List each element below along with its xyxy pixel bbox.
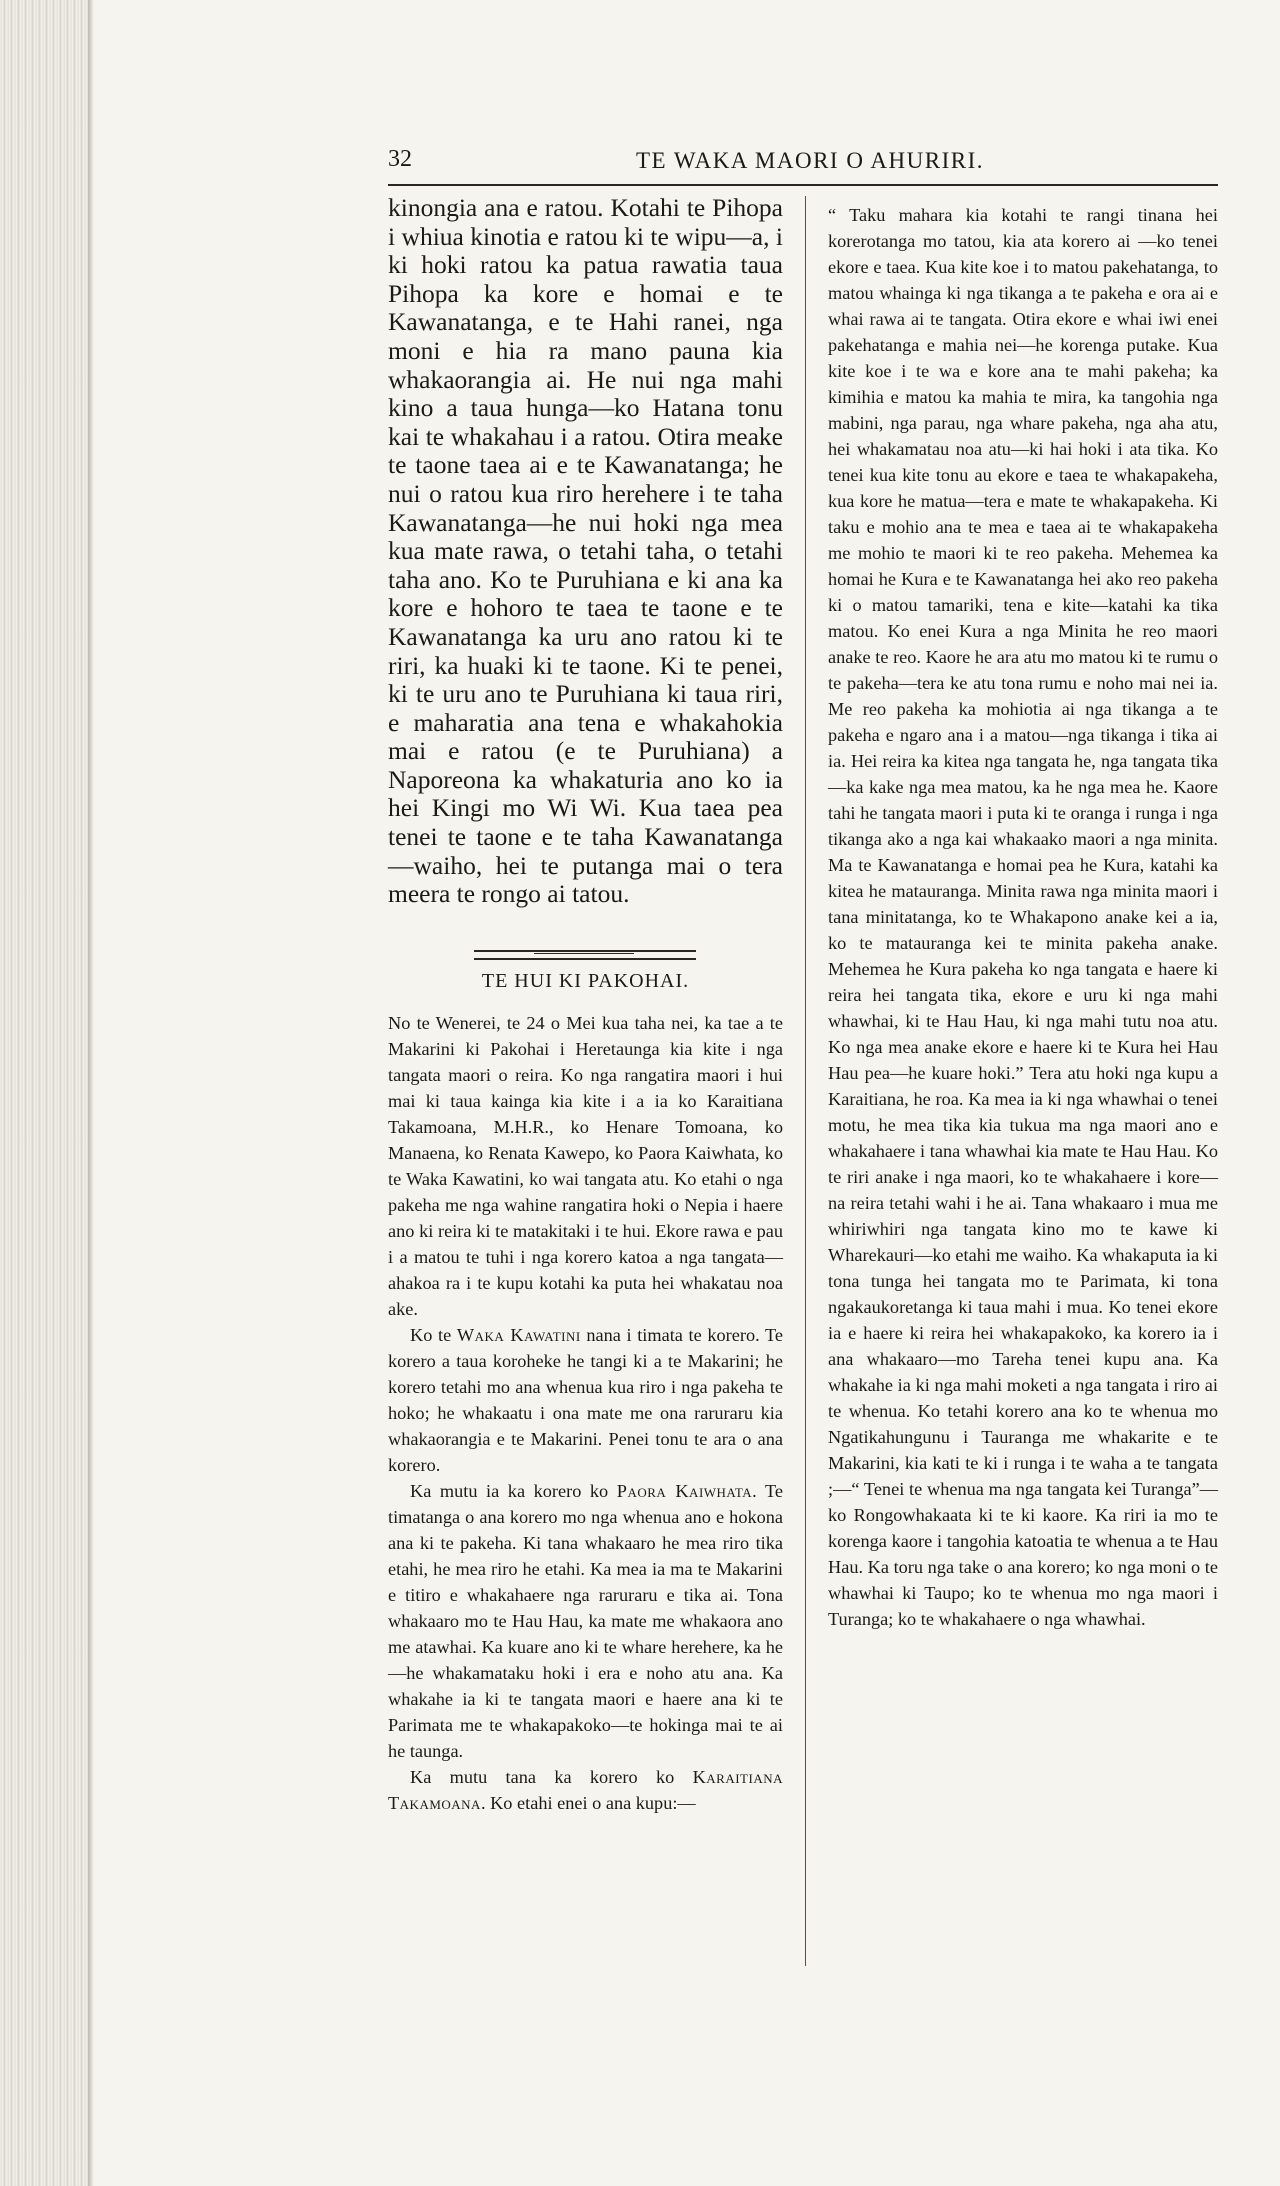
speaker-name-karaitiana: Karaitiana Takamoana — [388, 1767, 783, 1813]
speaker-name-waka-kawatini: Waka Kawatini — [456, 1325, 581, 1345]
article-paragraph-3 — [388, 1478, 783, 1764]
section-ornament-rule — [474, 950, 696, 960]
article-paragraph-2 — [388, 1322, 783, 1478]
binding-gutter — [0, 0, 90, 2186]
page-header — [388, 140, 1018, 180]
column-divider — [805, 196, 806, 1966]
binding-shadow — [88, 0, 94, 2186]
right-column-body: “ Taku mahara kia kotahi te rangi tinana hei korerotanga mo tatou, kia ata korero ai —ko tenei ekore e taea. Kua kite koe i to matou pakehatanga, to matou whainga ki nga tikanga a te pakeha e ora ai e whai rawa ai te tangata. Otira ekore e whai iwi enei pakehatanga e mahia nei—he korenga putake. Kua kite koe i te wa e kore ana te mahi pakeha; ka kimihia e matou ka mahia te mira, ka tangohia nga mabini, nga parau, nga whare pakeha, nga aha atu, hei whakamatau noa atu—ki hai hoki i ata tika. Ko tenei kua kite tonu au ekore e taea te whakapakeha, kua kore he matua—tera e mate te whakapakeha. Ki taku e mohio ana te mea e taea ai te whakapakeha me mohio te maori ki te reo pakeha. Mehemea ka homai he Kura e te Kawanatanga hei ako reo pakeha ki o matou tamariki, tena e kite—katahi ka tika matou. Ko enei Kura a nga Minita he reo maori anake te reo. Kaore he ara atu mo matou ki te rumu o te pakeha—tera ke atu tona rumu e noho mai nei ia. Me reo pakeha ka mohiotia ai nga tikanga a te pakeha e ngaro ana i a matou—nga tikanga i tika ai ia. Hei reira ka kitea nga tangata he, nga tangata tika—ka kake nga mea matou, ka he nga mea he. Kaore tahi he tangata maori i puta ki te oranga i runga i nga tikanga ako a nga kai whakaako maori a nga minita. Ma te Kawanatanga e homai pea he Kura, katahi ka kitea he matauranga. Minita rawa nga minita maori i tana minitatanga, ko te Whakapono anake kei a ia, ko te matauranga kei te minita pakeha anake. Mehemea he Kura pakeha ko nga tangata e haere ki reira hei tangata tika, ekore e uru ki nga mahi whawhai, ki te Hau Hau, ki nga mahi tutu noa atu. Ko nga mea anake ekore e haere ki te Kura hei Hau Hau pea—he kuare hoki.” Tera atu hoki nga kupu a Karaitiana, he roa. Ka mea ia ki nga whawhai o tenei motu, he mea tika kia tukua ma nga maori ano e whakahaere i tana whawhai kia mate te Hau Hau. Ko te riri anake i nga maori, ko te whakahaere i kore—na reira tetahi wahi i he ai. Tana whakaaro i mua me whiriwhiri nga tangata kino mo te kawe ki Wharekauri—ko etahi me waiho. Ka whakaputa ia ki tona tunga hei tangata mo te Parimata, ki tona ngakaukoretanga ki taua mahi i mua. Ko tenei ekore ia e haere ki reira hei whakapakoko, ka korero ia i ana whakaaro—mo Tareha tenei kupu ana. Ka whakahe ia ki nga mahi moketi a nga tangata i riro ai te whenua. Ko tetahi korero ana ko te whenua mo Ngatikahungunu i Tauranga me whakarite e te Makarini, kia kati te ki i runga i te waha a te tangata ;—“ Tenei te whenua ma nga tangata kei Turanga”—ko Rongowhakaata ki te ki kaore. Ka riri ia mo te korenga kaore i tangohia katoatia te whenua a te Hau Hau. Ka toru nga take o ana korero; ko nga moni o te whawhai ki Taupo; ko te whenua mo nga maori i Turanga; ko te whakahaere o nga whawhai. — [828, 205, 1218, 1629]
article-paragraph-4 — [388, 1764, 783, 1816]
left-column-lower — [388, 1010, 783, 1816]
section-title: TE HUI KI PAKOHAI. — [481, 970, 690, 992]
running-title: TE WAKA MAORI O AHURIRI. — [636, 148, 984, 173]
page-number: 32 — [388, 146, 412, 172]
paragraph-2-rest: nana i timata te korero. Te korero a taua koroheke he tangi ki a te Makarini; he korero tetahi mo ana whenua kua riro i nga pakeha te hoko; he whakaatu i ona mate me ona raruraru kia whakaorangia e te Makarini. Penei tonu te ara o ana korero. — [388, 1325, 783, 1475]
paragraph-3-lead: Ka mutu ia ka korero ko — [410, 1481, 617, 1501]
header-rule — [388, 184, 1218, 186]
paragraph-3-rest: . Te timatanga o ana korero mo nga whenua ano e hokona ana ki te pakeha. Ki tana whakaaro he mea riro tika etahi, he mea riro he etahi. Ka mea ia ma te Makarini e titiro e whakahaere nga raruraru e tika ai. Tona whakaaro mo te Hau Hau, ka mate me whakaora ano me atawhai. Ka kuare ano ki te whare herehere, ka he—he whakamataku hoki i era e noho atu ana. Ka whakahe ia ki te tangata maori e haere ana ki te Parimata me te whakapakoko—te hokinga mai te ai he taunga. — [388, 1481, 783, 1761]
speaker-name-paora-kaiwhata: Paora Kaiwhata — [616, 1481, 753, 1501]
right-column — [828, 202, 1218, 1632]
paragraph-4-rest: . Ko etahi enei o ana kupu:— — [480, 1793, 696, 1813]
article-paragraph-1: No te Wenerei, te 24 o Mei kua taha nei, ka tae a te Makarini ki Pakohai i Heretaunga kia kite i nga tangata maori o reira. Ko nga rangatira maori i hui mai ki taua kainga kia kite i a ia ko Karaitiana Takamoana, M.H.R., ko Henare Tomoana, ko Manaena, ko Renata Kawepo, ko Paora Kaiwhata, ko te Waka Kawatini, ko wai tangata atu. Ko etahi o nga pakeha me nga wahine rangatira hoki o Nepia i haere ano ki reira ki te matakitaki i te hui. Ekore rawa e pau i a matou te tuhi i nga korero katoa a nga tangata—ahakoa ra i te kupu kotahi ka puta hei whakatau noa ake. — [388, 1013, 783, 1319]
paragraph-4-lead: Ka mutu tana ka korero ko — [410, 1767, 693, 1787]
paragraph-2-lead: Ko te — [410, 1325, 457, 1345]
left-column — [388, 194, 783, 909]
left-column-body: kinongia ana e ratou. Kotahi te Pihopa i whiua kinotia e ratou ki te wipu—a, i ki hoki ratou ka patua rawatia taua Pihopa ka kore e homai e te Kawanatanga, e te Hahi ranei, nga moni e hia ra mano pauna kia whakaorangia ai. He nui nga mahi kino a taua hunga—ko Hatana tonu kai te whakahau i a ratou. Otira meake te taone taea ai e te Kawanatanga; he nui o ratou kua riro herehere i te taha Kawanatanga—he nui hoki nga mea kua mate rawa, o tetahi taha, o tetahi taha ano. Ko te Puruhiana e ki ana ka kore e hohoro te taea te taone e te Kawanatanga ka uru ano ratou ki te riri, ka huaki ki te taone. Ki te penei, ki te uru ano te Puruhiana ki taua riri, e maharatia ana tena e whakahokia mai e ratou (e te Puruhiana) a Naporeona ka whakaturia ano ko ia hei Kingi mo Wi Wi. Kua taea pea tenei te taone e te taha Kawanatanga—waiho, hei te putanga mai o tera meera te rongo ai tatou. — [388, 193, 783, 909]
